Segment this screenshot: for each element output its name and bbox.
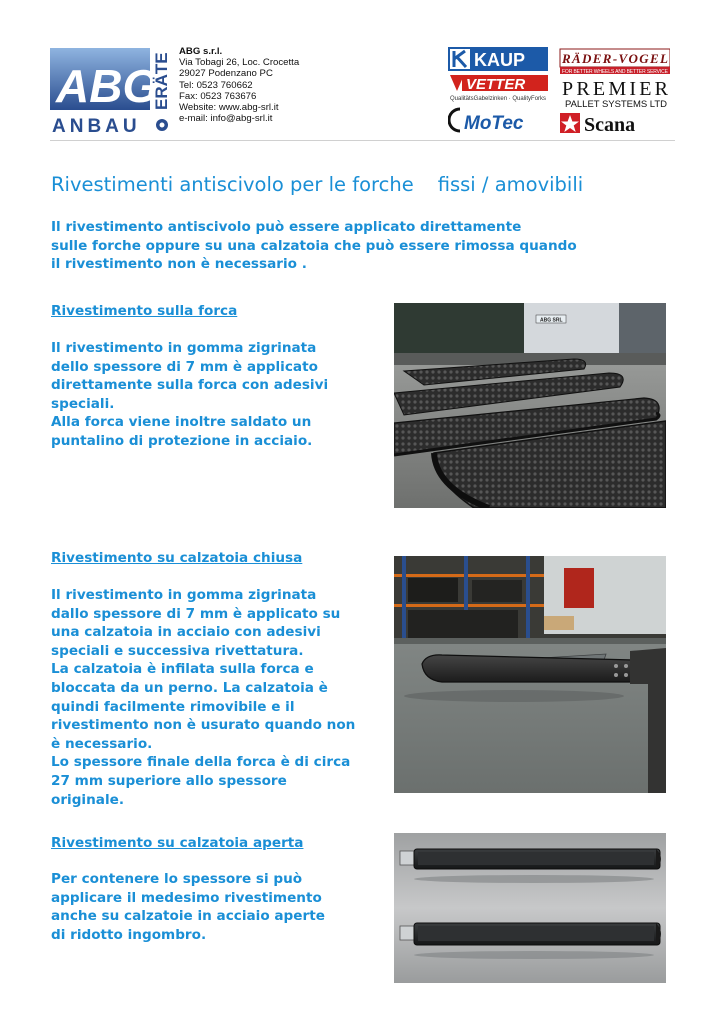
section-line: bloccata da un perno. La calzatoia è — [51, 679, 328, 696]
motec-logo — [449, 109, 524, 134]
section-heading-open-sleeve: Rivestimento su calzatoia aperta — [51, 835, 304, 851]
company-email: e-mail: info@abg-srl.it — [179, 113, 273, 125]
logo-anbau-text: ANBAU — [52, 116, 141, 134]
company-website: Website: www.abg-srl.it — [179, 102, 279, 114]
vetter-text: VETTER — [466, 76, 526, 93]
section-line: rivestimento non è usurato quando non — [51, 717, 356, 734]
kaup-text: KAUP — [474, 50, 526, 70]
section-line: dallo spessore di 7 mm è applicato su — [51, 605, 341, 622]
intro-line: sulle forche oppure su una calzatoia che può essere rimossa quando — [51, 237, 577, 254]
section-heading-fork: Rivestimento sulla forca — [51, 303, 238, 319]
photo-coated-forks — [394, 303, 666, 508]
section-line: Il rivestimento in gomma zigrinata — [51, 340, 317, 356]
section-body-fork — [51, 339, 391, 451]
section-line: una calzatoia in acciaio con adesivi — [51, 624, 321, 641]
abg-anbaugerate-logo — [50, 48, 174, 134]
premier-logo — [562, 78, 669, 110]
company-tel: Tel: 0523 760662 — [179, 79, 253, 91]
section-line: Lo spessore finale della forca è di circa — [51, 754, 351, 771]
vetter-tagline: QualitätsGabelzinken · QualityForks — [450, 96, 547, 102]
scana-logo — [560, 113, 635, 135]
photo-open-sleeves — [394, 833, 666, 983]
company-name: ABG s.r.l. — [179, 46, 223, 57]
section-body-closed-sleeve — [51, 586, 391, 809]
company-city: 29027 Podenzano PC — [179, 68, 273, 80]
photo-closed-sleeve-fork — [394, 556, 666, 793]
rader-vogel-tagline: FOR BETTER WHEELS AND BETTER SERVICE — [562, 69, 668, 75]
section-line: Alla forca viene inoltre saldato un — [51, 414, 312, 431]
section-line: Per contenere lo spessore si può — [51, 871, 303, 887]
van-plate-text: ABG SRL — [540, 317, 563, 324]
motec-text: MoTec — [464, 113, 524, 134]
section-line: La calzatoia è infilata sulla forca e — [51, 661, 314, 678]
premier-text: PREMIER — [562, 78, 668, 100]
page-title — [51, 173, 583, 196]
kaup-logo — [448, 47, 548, 71]
section-line: Il rivestimento in gomma zigrinata — [51, 587, 317, 603]
scana-text: Scana — [584, 114, 636, 135]
section-line: di ridotto ingombro. — [51, 926, 207, 943]
intro-line: Il rivestimento antiscivolo può essere applicato direttamente — [51, 219, 522, 235]
company-address-block — [179, 46, 299, 124]
section-line: applicare il medesimo rivestimento — [51, 889, 322, 906]
section-line: è necessario. — [51, 735, 153, 752]
premier-subtitle: PALLET SYSTEMS LTD — [565, 99, 667, 110]
rader-vogel-text: RÄDER-VOGEL — [562, 51, 668, 66]
vetter-logo — [450, 75, 548, 102]
section-line: anche su calzatoie in acciaio aperte — [51, 908, 325, 925]
section-line: dello spessore di 7 mm è applicato — [51, 358, 318, 375]
section-line: speciali. — [51, 395, 115, 412]
company-fax: Fax: 0523 763676 — [179, 90, 257, 102]
section-line: quindi facilmente rimovibile e il — [51, 698, 295, 715]
page-title-variant: fissi / amovibili — [437, 173, 584, 196]
header-divider — [50, 140, 675, 141]
logo-abg-text: ABG — [56, 60, 159, 112]
section-body-open-sleeve — [51, 870, 391, 944]
section-line: speciali e successiva rivettatura. — [51, 642, 304, 659]
section-line: puntalino di protezione in acciaio. — [51, 432, 313, 449]
section-heading-closed-sleeve: Rivestimento su calzatoia chiusa — [51, 550, 303, 566]
partner-brand-logos — [448, 47, 670, 135]
logo-erate-text: ERÄTE — [152, 52, 171, 110]
rader-vogel-logo — [560, 49, 670, 75]
section-line: 27 mm superiore allo spessore — [51, 772, 287, 789]
company-street: Via Tobagi 26, Loc. Crocetta — [179, 57, 300, 69]
section-line: direttamente sulla forca con adesivi — [51, 377, 329, 394]
section-line: originale. — [51, 791, 124, 808]
intro-paragraph — [51, 218, 661, 274]
page-title-main: Rivestimenti antiscivolo per le forche — [51, 173, 414, 196]
intro-line: il rivestimento non è necessario . — [51, 256, 307, 273]
